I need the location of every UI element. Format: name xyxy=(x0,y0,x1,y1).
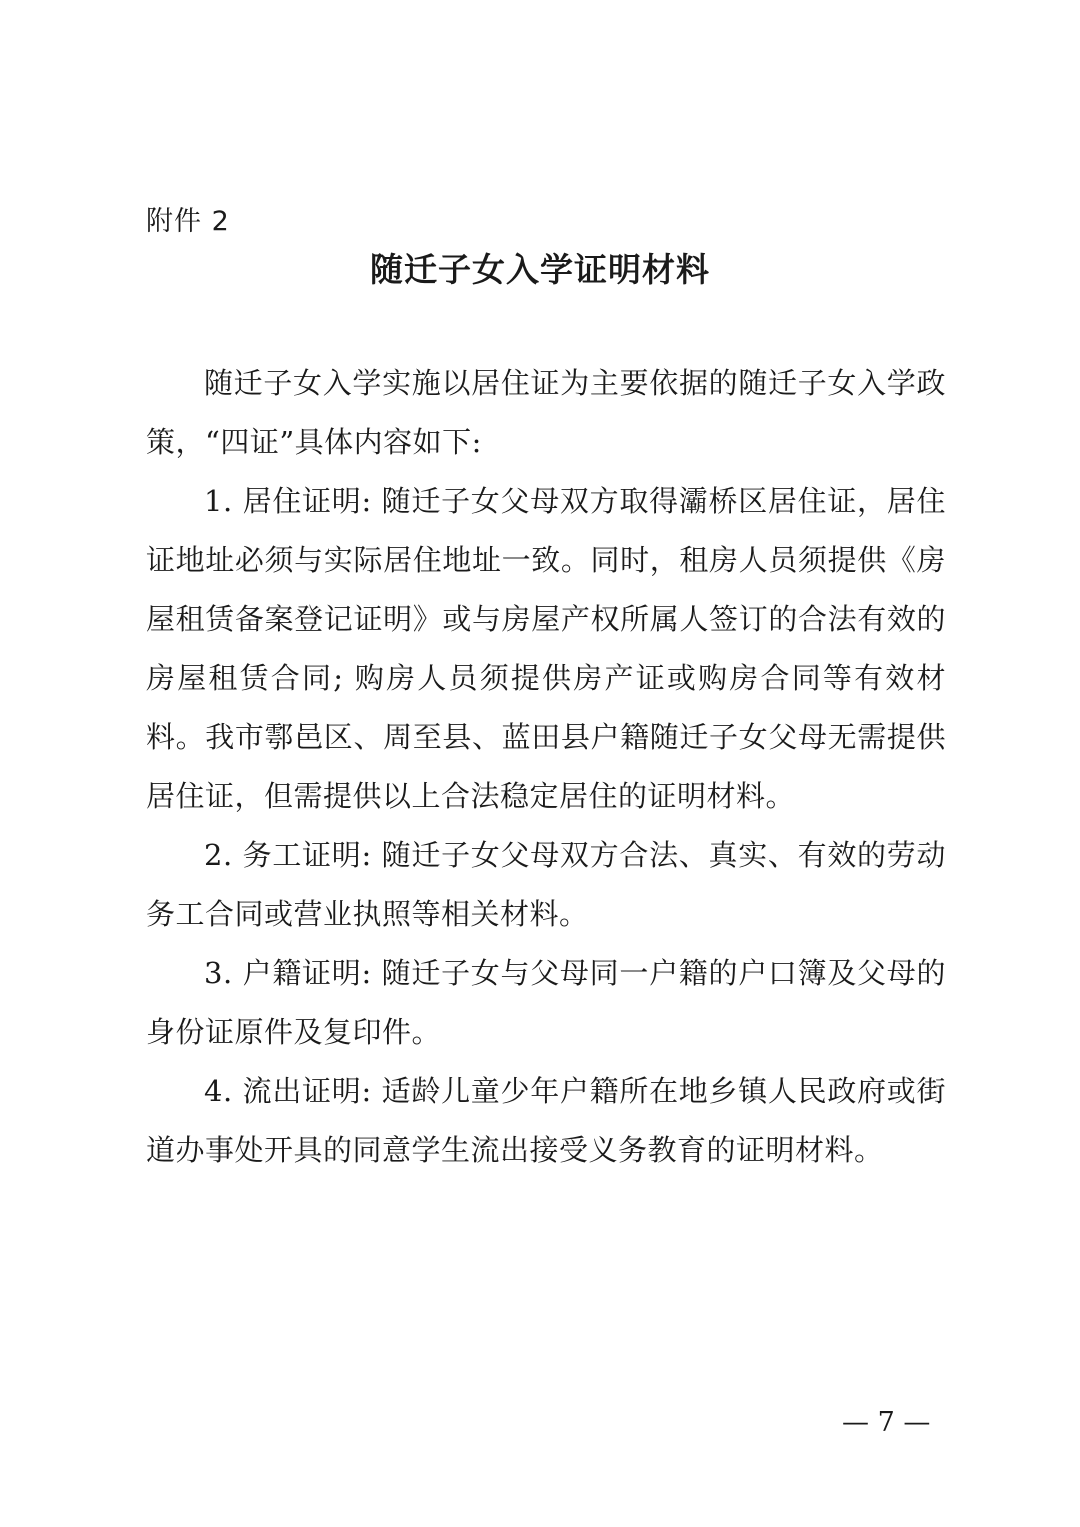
residence-proof-paragraph: 1. 居住证明: 随迁子女父母双方取得灞桥区居住证，居住证地址必须与实际居住地址一致。同时，租房人员须提供《房屋租赁备案登记证明》或与房屋产权所属人签订的合法有效的房屋租赁合同; 购房人员须提供房产证或购房合同等有效材料。我市鄠邑区、周至县、蓝田县户籍随迁子女父母无需提供居住证，但需提供以上合法稳定居住的证明材料。 xyxy=(146,484,946,813)
document-title: 随迁子女入学证明材料 xyxy=(370,250,710,289)
intro-paragraph: 随迁子女入学实施以居住证为主要依据的随迁子女入学政策，“四证”具体内容如下: xyxy=(146,366,946,459)
page-number: — 7 — xyxy=(842,1407,931,1438)
employment-proof-paragraph: 2. 务工证明: 随迁子女父母双方合法、真实、有效的劳动务工合同或营业执照等相关材料。 xyxy=(146,838,946,931)
household-registration-proof-paragraph: 3. 户籍证明: 随迁子女与父母同一户籍的户口簿及父母的身份证原件及复印件。 xyxy=(146,956,946,1049)
document-body xyxy=(146,354,946,1180)
attachment-label: 附件 2 xyxy=(146,206,230,237)
transfer-out-proof-paragraph: 4. 流出证明: 适龄儿童少年户籍所在地乡镇人民政府或街道办事处开具的同意学生流出接受义务教育的证明材料。 xyxy=(146,1074,946,1167)
